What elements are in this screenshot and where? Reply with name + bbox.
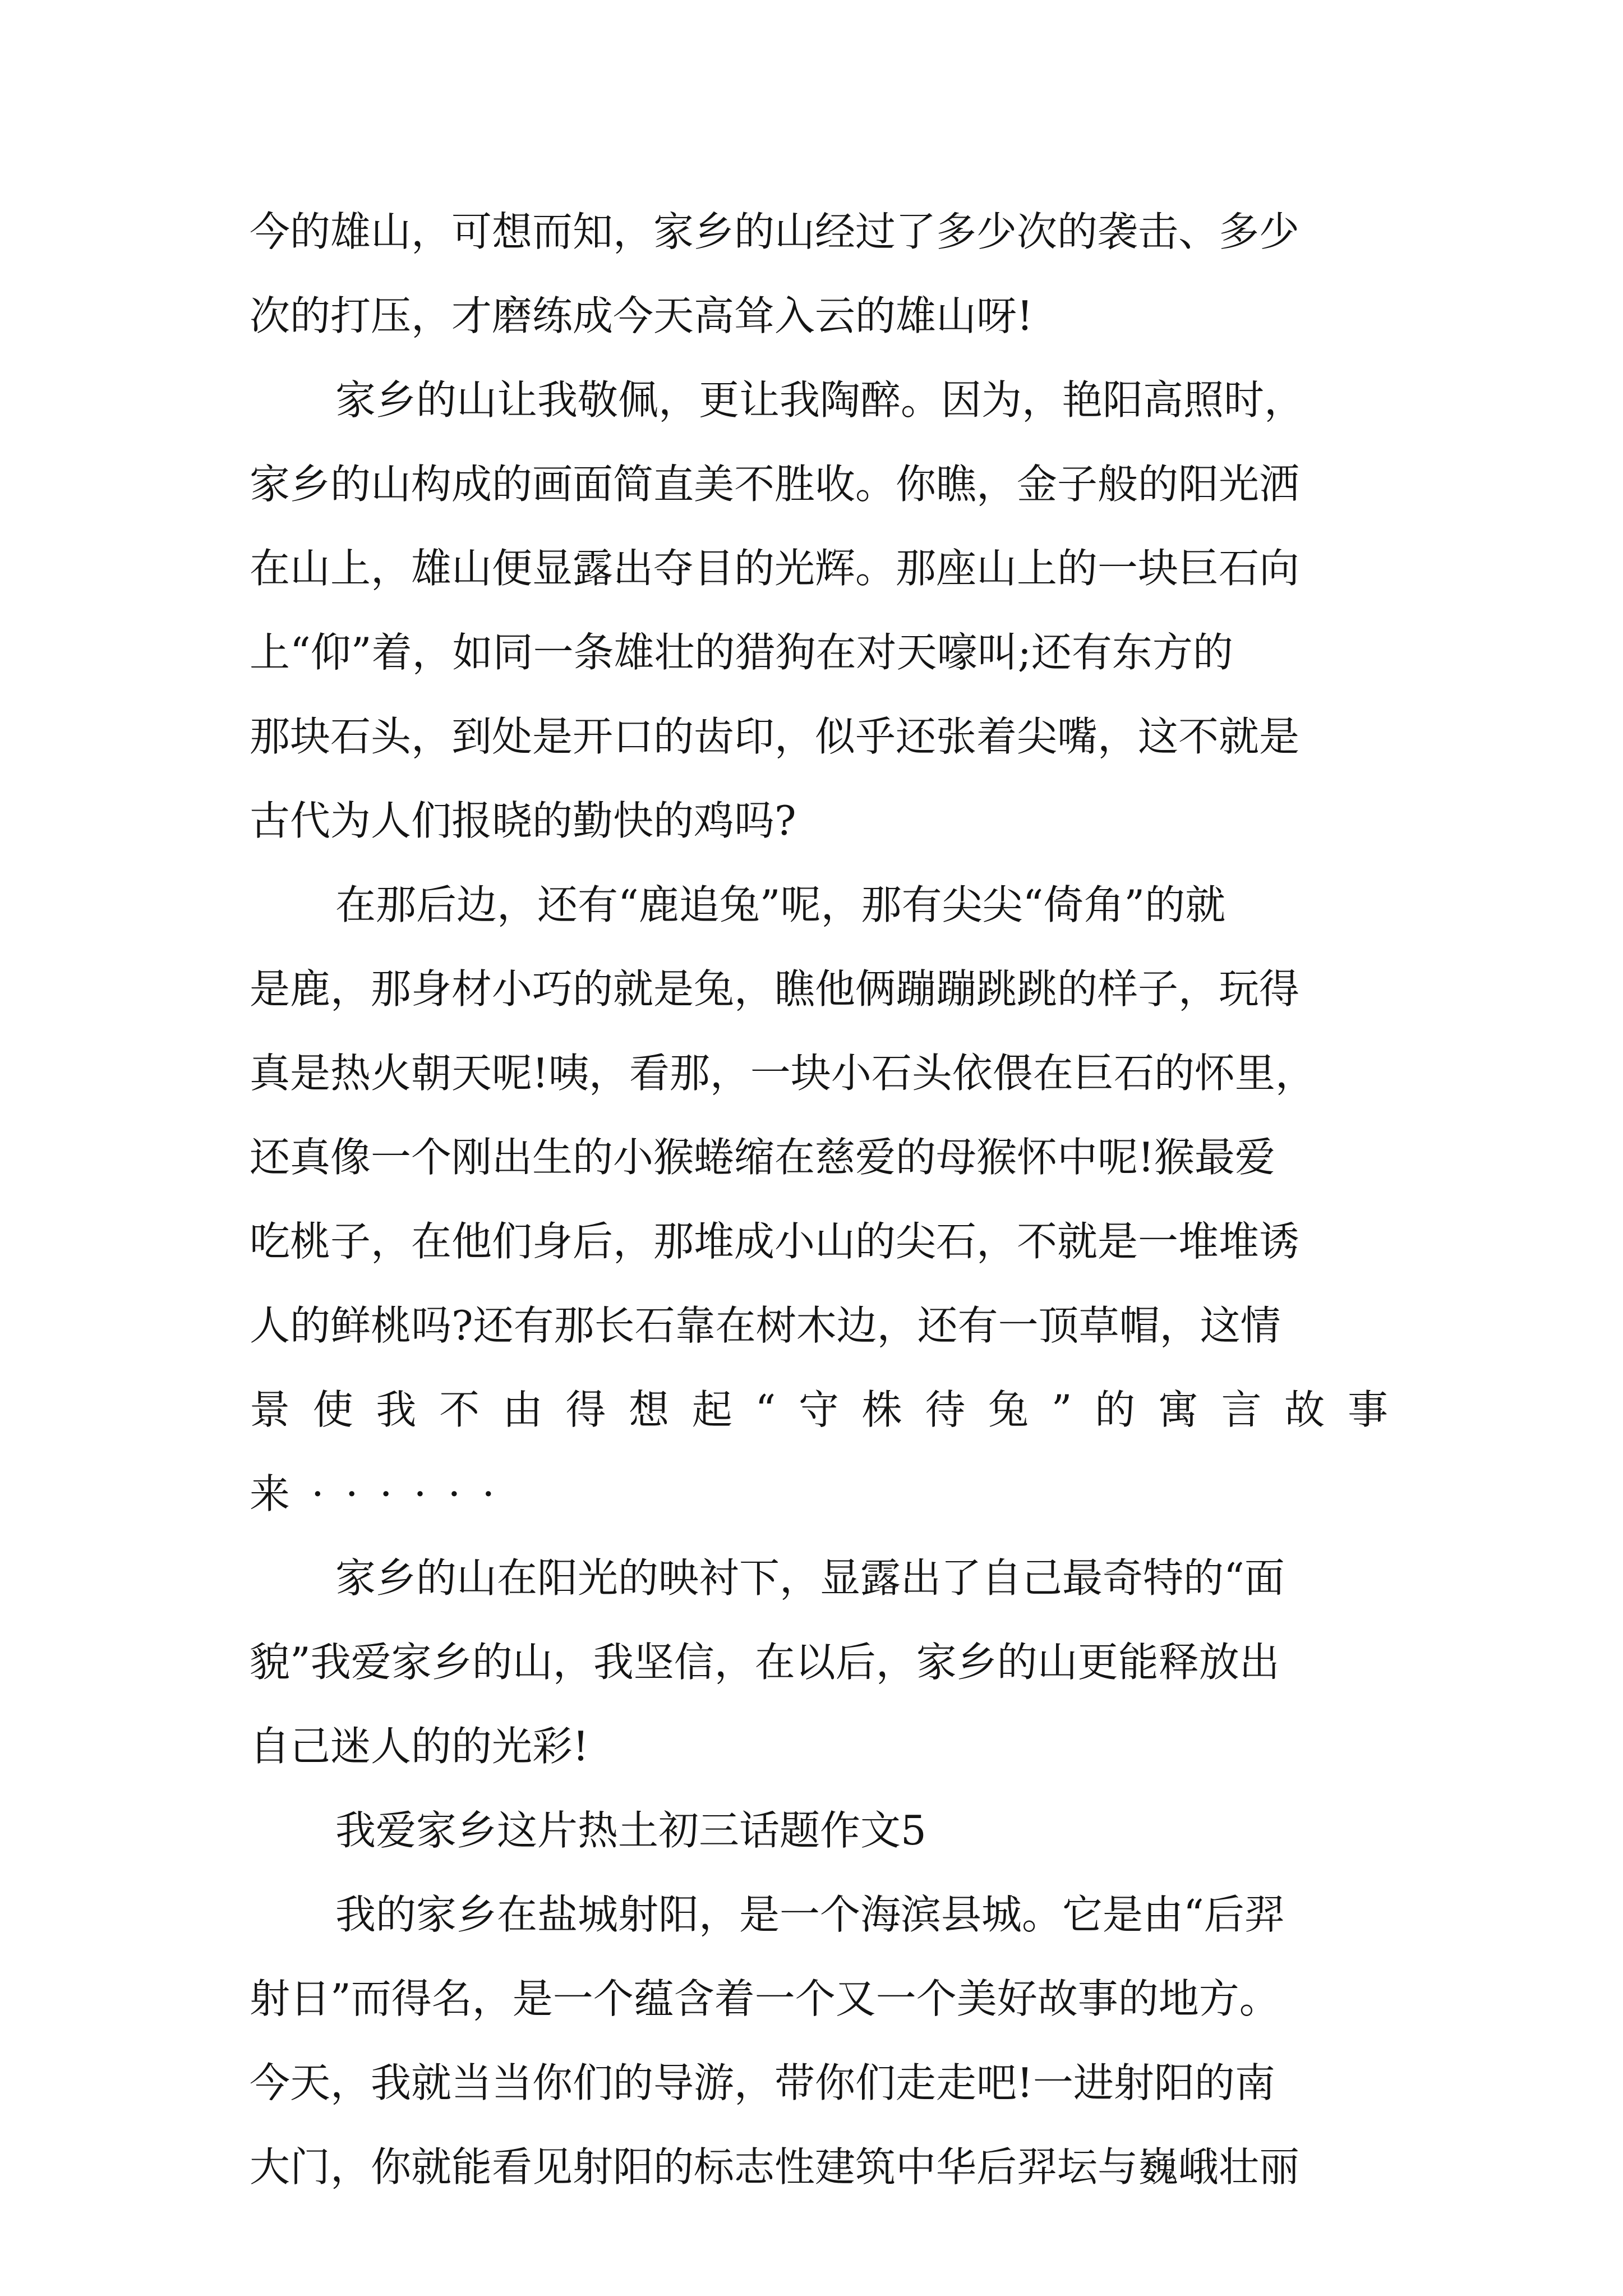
text-line-10: 是鹿，那身材小巧的就是兔，瞧他俩蹦蹦跳跳的样子，玩得 bbox=[250, 965, 1300, 1013]
text-line-8: 古代为人们报晓的勤快的鸡吗? bbox=[250, 797, 796, 844]
text-line-2: 次的打压，才磨练成今天高耸入云的雄山呀! bbox=[250, 292, 1033, 339]
section-heading: 我爱家乡这片热土初三话题作文5 bbox=[335, 1807, 926, 1854]
text-line-18: 貌”我爱家乡的山，我坚信，在以后，家乡的山更能释放出 bbox=[250, 1639, 1280, 1686]
text-line-4: 家乡的山构成的画面简直美不胜收。你瞧，金子般的阳光洒 bbox=[250, 461, 1300, 508]
text-line-9: 在那后边，还有“鹿追兔”呢，那有尖尖“倚角”的就 bbox=[335, 881, 1226, 928]
text-line-22: 今天，我就当当你们的导游，带你们走走吧!一进射阳的南 bbox=[250, 2059, 1275, 2106]
text-line-21: 射日”而得名，是一个蕴含着一个又一个美好故事的地方。 bbox=[250, 1975, 1280, 2022]
text-line-20: 我的家乡在盐城射阳，是一个海滨县城。它是由“后羿 bbox=[335, 1891, 1285, 1938]
text-line-14: 人的鲜桃吗?还有那长石靠在树木边，还有一顶草帽，这情 bbox=[250, 1302, 1281, 1349]
text-line-17: 家乡的山在阳光的映衬下，显露出了自己最奇特的“面 bbox=[335, 1554, 1285, 1602]
text-line-13: 吃桃子，在他们身后，那堆成小山的尖石，不就是一堆堆诱 bbox=[250, 1218, 1300, 1265]
text-line-16: 来······ bbox=[250, 1470, 517, 1517]
text-line-11: 真是热火朝天呢!咦，看那，一块小石头依偎在巨石的怀里， bbox=[250, 1050, 1316, 1097]
text-line-15: 景 使 我 不 由 得 想 起 “ 守 株 待 兔 ” 的 寓 言 故 事 bbox=[250, 1386, 1388, 1433]
text-line-1: 今的雄山，可想而知，家乡的山经过了多少次的袭击、多少 bbox=[250, 208, 1300, 255]
text-line-5: 在山上，雄山便显露出夺目的光辉。那座山上的一块巨石向 bbox=[250, 545, 1300, 592]
text-line-6: 上“仰”着，如同一条雄壮的猎狗在对天嚎叫;还有东方的 bbox=[250, 629, 1233, 676]
text-line-3: 家乡的山让我敬佩，更让我陶醉。因为，艳阳高照时， bbox=[335, 376, 1305, 424]
text-line-12: 还真像一个刚出生的小猴蜷缩在慈爱的母猴怀中呢!猴最爱 bbox=[250, 1134, 1275, 1181]
text-line-19: 自己迷人的的光彩! bbox=[250, 1723, 589, 1770]
text-line-7: 那块石头，到处是开口的齿印，似乎还张着尖嘴，这不就是 bbox=[250, 713, 1300, 760]
text-line-23: 大门，你就能看见射阳的标志性建筑中华后羿坛与巍峨壮丽 bbox=[250, 2143, 1300, 2191]
